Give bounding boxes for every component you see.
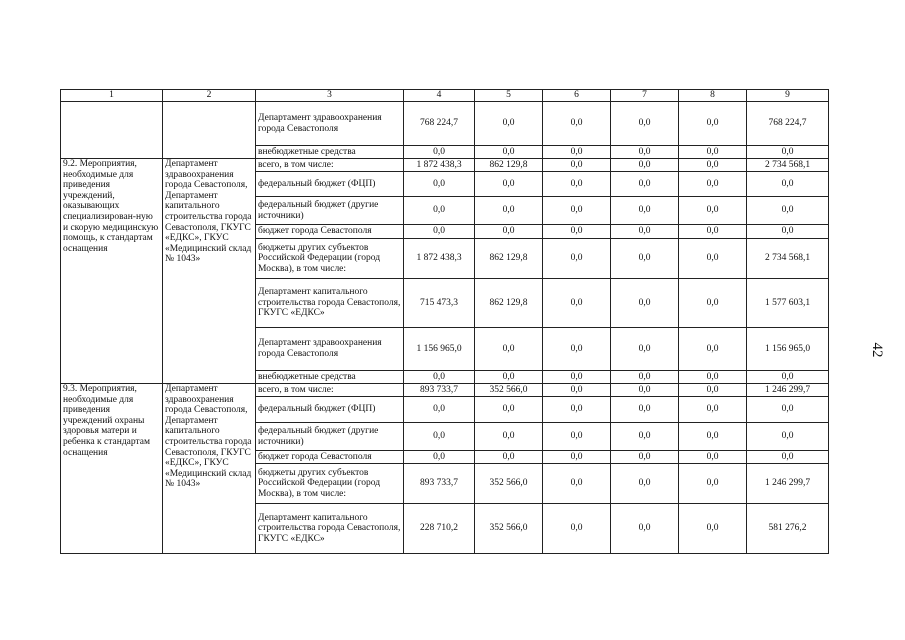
- value-cell: 0,0: [611, 146, 679, 159]
- value-cell: 0,0: [679, 102, 747, 146]
- value-cell: 862 129,8: [475, 279, 543, 328]
- source-cell: внебюджетные средства: [256, 371, 404, 384]
- value-cell: 0,0: [611, 225, 679, 239]
- source-cell: бюджет города Севастополя: [256, 225, 404, 239]
- source-cell: бюджет города Севастополя: [256, 451, 404, 464]
- value-cell: 0,0: [543, 384, 611, 397]
- value-cell: 0,0: [543, 102, 611, 146]
- value-cell: 1 872 438,3: [404, 239, 475, 279]
- source-cell: федеральный бюджет (ФЦП): [256, 172, 404, 197]
- value-cell: 0,0: [611, 102, 679, 146]
- value-cell: 0,0: [747, 371, 829, 384]
- value-cell: 0,0: [679, 504, 747, 554]
- source-cell: внебюджетные средства: [256, 146, 404, 159]
- value-cell: 0,0: [404, 371, 475, 384]
- value-cell: 0,0: [543, 328, 611, 371]
- value-cell: 0,0: [543, 397, 611, 423]
- value-cell: 2 734 568,1: [747, 159, 829, 172]
- value-cell: 0,0: [404, 397, 475, 423]
- value-cell: 0,0: [543, 504, 611, 554]
- value-cell: 0,0: [747, 197, 829, 225]
- value-cell: 862 129,8: [475, 239, 543, 279]
- col-header-3: 3: [256, 90, 404, 102]
- source-cell: Департамент капитального строительства города Севастополя, ГКУГС «ЕДКС»: [256, 504, 404, 554]
- value-cell: 0,0: [543, 279, 611, 328]
- col-header-4: 4: [404, 90, 475, 102]
- value-cell: 0,0: [543, 451, 611, 464]
- value-cell: 0,0: [611, 172, 679, 197]
- cont-executor-cell: [163, 102, 256, 159]
- value-cell: 352 566,0: [475, 464, 543, 504]
- value-cell: 0,0: [679, 239, 747, 279]
- col-header-9: 9: [747, 90, 829, 102]
- value-cell: 0,0: [475, 197, 543, 225]
- value-cell: 0,0: [475, 172, 543, 197]
- value-cell: 0,0: [611, 397, 679, 423]
- value-cell: 1 246 299,7: [747, 384, 829, 397]
- value-cell: 0,0: [679, 397, 747, 423]
- table-row: [61, 159, 829, 172]
- value-cell: 0,0: [404, 197, 475, 225]
- col-header-8: 8: [679, 90, 747, 102]
- value-cell: 0,0: [543, 423, 611, 451]
- value-cell: 0,0: [747, 172, 829, 197]
- value-cell: 0,0: [404, 451, 475, 464]
- value-cell: 0,0: [747, 146, 829, 159]
- table-row: [61, 102, 829, 146]
- value-cell: 893 733,7: [404, 464, 475, 504]
- value-cell: 768 224,7: [404, 102, 475, 146]
- value-cell: 0,0: [611, 371, 679, 384]
- value-cell: 0,0: [611, 239, 679, 279]
- value-cell: 0,0: [679, 451, 747, 464]
- value-cell: 0,0: [679, 371, 747, 384]
- col-header-6: 6: [543, 90, 611, 102]
- col-header-5: 5: [475, 90, 543, 102]
- value-cell: 0,0: [404, 423, 475, 451]
- value-cell: 0,0: [679, 384, 747, 397]
- value-cell: 0,0: [475, 146, 543, 159]
- value-cell: 352 566,0: [475, 384, 543, 397]
- value-cell: 0,0: [543, 225, 611, 239]
- value-cell: 0,0: [611, 328, 679, 371]
- value-cell: 0,0: [679, 197, 747, 225]
- value-cell: 0,0: [611, 197, 679, 225]
- value-cell: 0,0: [679, 423, 747, 451]
- executor-9-3-cell: Департамент здравоохранения города Севастополя, Департамент капитального строительства города Севастополя, ГКУГС «ЕДКС», ГКУС «Медицинский склад № 1043»: [163, 384, 256, 554]
- value-cell: 0,0: [747, 225, 829, 239]
- value-cell: 0,0: [475, 328, 543, 371]
- source-cell: Департамент здравоохранения города Севастополя: [256, 328, 404, 371]
- value-cell: 0,0: [475, 102, 543, 146]
- value-cell: 715 473,3: [404, 279, 475, 328]
- value-cell: 0,0: [611, 159, 679, 172]
- col-header-2: 2: [163, 90, 256, 102]
- executor-9-2-cell: Департамент здравоохранения города Севастополя, Департамент капитального строительства города Севастополя, ГКУГС «ЕДКС», ГКУС «Медицинский склад № 1043»: [163, 159, 256, 384]
- value-cell: 1 246 299,7: [747, 464, 829, 504]
- source-cell: Департамент здравоохранения города Севастополя: [256, 102, 404, 146]
- source-cell: федеральный бюджет (другие источники): [256, 423, 404, 451]
- value-cell: 0,0: [747, 423, 829, 451]
- source-cell: Департамент капитального строительства города Севастополя, ГКУГС «ЕДКС»: [256, 279, 404, 328]
- value-cell: 0,0: [747, 397, 829, 423]
- value-cell: 0,0: [404, 225, 475, 239]
- value-cell: 0,0: [543, 464, 611, 504]
- value-cell: 0,0: [611, 504, 679, 554]
- value-cell: 2 734 568,1: [747, 239, 829, 279]
- source-cell: федеральный бюджет (другие источники): [256, 197, 404, 225]
- source-cell: всего, в том числе:: [256, 384, 404, 397]
- value-cell: 352 566,0: [475, 504, 543, 554]
- value-cell: 893 733,7: [404, 384, 475, 397]
- header-row: [61, 90, 829, 102]
- budget-table: [60, 89, 829, 554]
- value-cell: 0,0: [611, 464, 679, 504]
- source-cell: бюджеты других субъектов Российской Федерации (город Москва), в том числе:: [256, 239, 404, 279]
- value-cell: 0,0: [679, 172, 747, 197]
- page-number: 42: [869, 342, 885, 358]
- value-cell: 0,0: [475, 225, 543, 239]
- value-cell: 0,0: [543, 371, 611, 384]
- value-cell: 1 577 603,1: [747, 279, 829, 328]
- source-cell: бюджеты других субъектов Российской Федерации (город Москва), в том числе:: [256, 464, 404, 504]
- value-cell: 0,0: [679, 159, 747, 172]
- value-cell: 0,0: [679, 328, 747, 371]
- activity-9-2-cell: 9.2. Мероприятия, необходимые для приведения учреждений, оказывающих специализирован-ную и скорую медицинскую помощь, к стандартам оснащения: [61, 159, 163, 384]
- value-cell: 0,0: [543, 172, 611, 197]
- value-cell: 0,0: [404, 146, 475, 159]
- table-row: [61, 384, 829, 397]
- value-cell: 1 872 438,3: [404, 159, 475, 172]
- value-cell: 768 224,7: [747, 102, 829, 146]
- col-header-1: 1: [61, 90, 163, 102]
- value-cell: 0,0: [543, 239, 611, 279]
- cont-activity-cell: [61, 102, 163, 159]
- value-cell: 0,0: [543, 146, 611, 159]
- value-cell: 0,0: [611, 451, 679, 464]
- value-cell: 0,0: [543, 197, 611, 225]
- value-cell: 1 156 965,0: [404, 328, 475, 371]
- value-cell: 0,0: [611, 279, 679, 328]
- value-cell: 0,0: [611, 423, 679, 451]
- value-cell: 0,0: [475, 423, 543, 451]
- value-cell: 0,0: [475, 451, 543, 464]
- value-cell: 1 156 965,0: [747, 328, 829, 371]
- source-cell: всего, в том числе:: [256, 159, 404, 172]
- value-cell: 0,0: [475, 397, 543, 423]
- value-cell: 0,0: [679, 464, 747, 504]
- value-cell: 228 710,2: [404, 504, 475, 554]
- source-cell: федеральный бюджет (ФЦП): [256, 397, 404, 423]
- value-cell: 581 276,2: [747, 504, 829, 554]
- value-cell: 0,0: [404, 172, 475, 197]
- value-cell: 0,0: [611, 384, 679, 397]
- value-cell: 0,0: [679, 279, 747, 328]
- value-cell: 0,0: [679, 225, 747, 239]
- value-cell: 0,0: [543, 159, 611, 172]
- value-cell: 0,0: [747, 451, 829, 464]
- col-header-7: 7: [611, 90, 679, 102]
- activity-9-3-cell: 9.3. Мероприятия, необходимые для приведения учреждений охраны здоровья матери и ребенка к стандартам оснащения: [61, 384, 163, 554]
- value-cell: 862 129,8: [475, 159, 543, 172]
- value-cell: 0,0: [475, 371, 543, 384]
- value-cell: 0,0: [679, 146, 747, 159]
